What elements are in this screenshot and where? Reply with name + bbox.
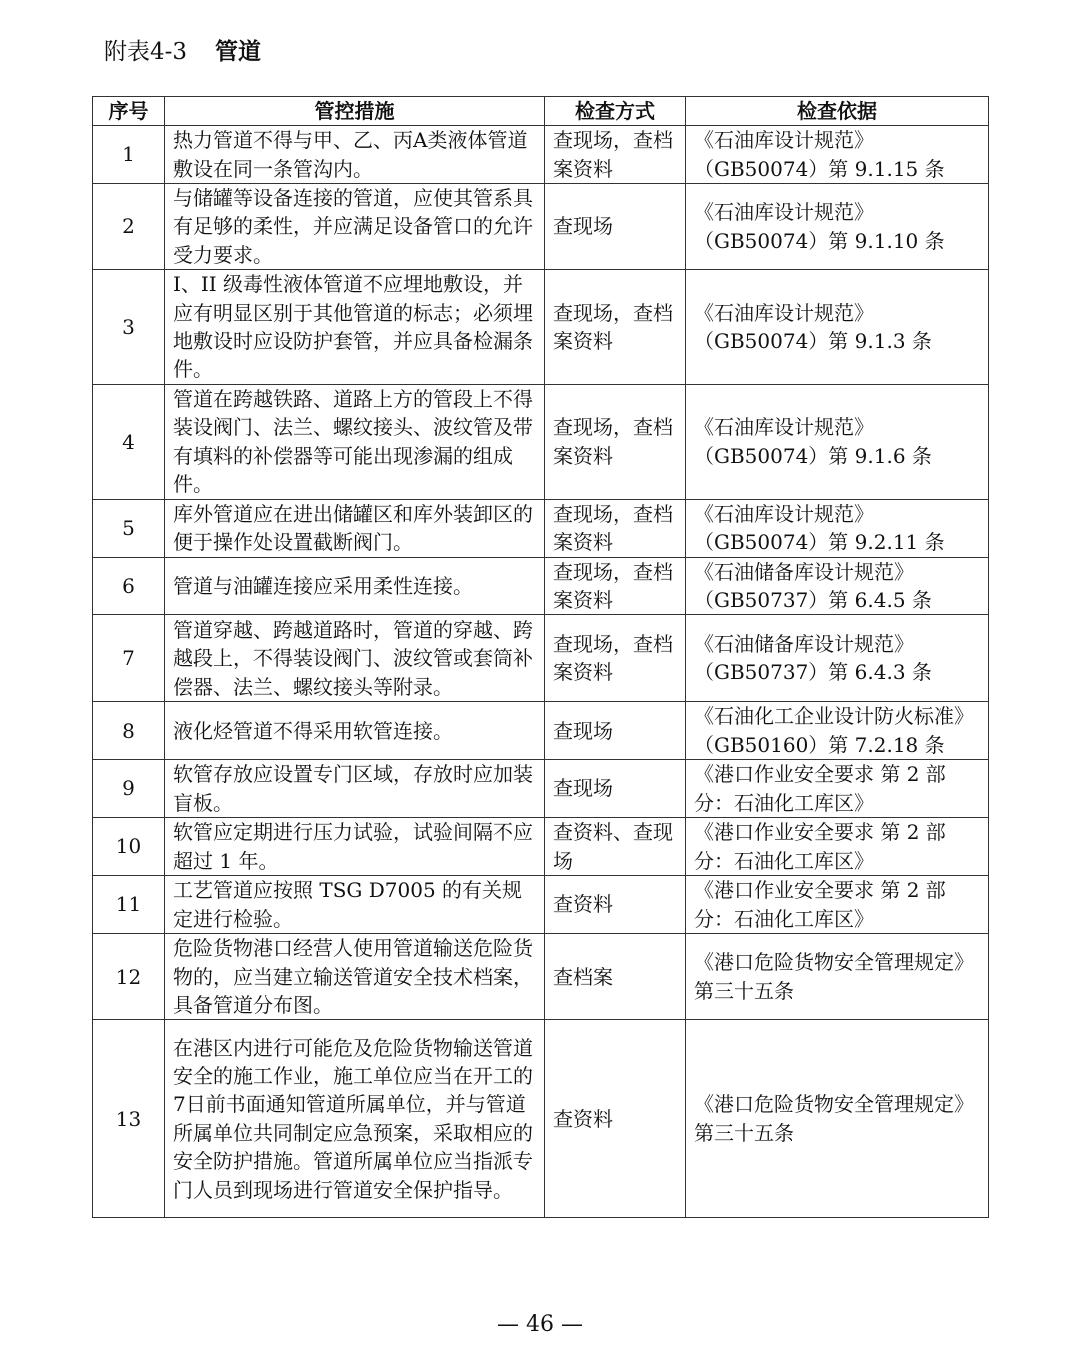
cell-no: 13 <box>93 1020 165 1218</box>
table-row <box>93 1020 989 1218</box>
table-header-row <box>93 97 989 126</box>
table-row <box>93 384 989 499</box>
cell-no: 3 <box>93 270 165 385</box>
cell-no: 2 <box>93 184 165 270</box>
cell-method: 查资料、查现场 <box>545 818 686 876</box>
cell-measure: 危险货物港口经营人使用管道输送危险货物的，应当建立输送管道安全技术档案，具备管道分布图。 <box>165 934 545 1020</box>
cell-measure: 工艺管道应按照 TSG D7005 的有关规定进行检验。 <box>165 876 545 934</box>
cell-measure: 管道穿越、跨越道路时，管道的穿越、跨越段上，不得装设阀门、波纹管或套筒补偿器、法兰、螺纹接头等附录。 <box>165 615 545 702</box>
cell-method: 查现场，查档案资料 <box>545 270 686 385</box>
cell-measure: 软管存放应设置专门区域，存放时应加装盲板。 <box>165 760 545 818</box>
cell-no: 12 <box>93 934 165 1020</box>
cell-method: 查资料 <box>545 876 686 934</box>
page-number: — 46 — <box>497 1312 583 1337</box>
cell-basis: 《港口作业安全要求 第 2 部分：石油化工库区》 <box>686 876 989 934</box>
cell-measure: 管道在跨越铁路、道路上方的管段上不得装设阀门、法兰、螺纹接头、波纹管及带有填料的补偿器等可能出现渗漏的组成件。 <box>165 384 545 499</box>
cell-measure: 在港区内进行可能危及危险货物输送管道安全的施工作业，施工单位应当在开工的7日前书面通知管道所属单位，并与管道所属单位共同制定应急预案，采取相应的安全防护措施。管道所属单位应当指派专门人员到现场进行管道安全保护指导。 <box>165 1020 545 1218</box>
table-row <box>93 126 989 184</box>
title-prefix: 附表4-3 <box>104 39 188 65</box>
cell-no: 4 <box>93 384 165 499</box>
cell-measure: I、II 级毒性液体管道不应埋地敷设，并应有明显区别于其他管道的标志；必须埋地敷设时应设防护套管，并应具备检漏条件。 <box>165 270 545 385</box>
cell-basis: 《港口危险货物安全管理规定》第三十五条 <box>686 1020 989 1218</box>
cell-no: 9 <box>93 760 165 818</box>
cell-basis: 《港口作业安全要求 第 2 部分：石油化工库区》 <box>686 818 989 876</box>
cell-basis: 《石油库设计规范》（GB50074）第 9.1.15 条 <box>686 126 989 184</box>
cell-basis: 《港口作业安全要求 第 2 部分：石油化工库区》 <box>686 760 989 818</box>
cell-basis: 《石油库设计规范》（GB50074）第 9.2.11 条 <box>686 499 989 557</box>
cell-method: 查现场，查档案资料 <box>545 557 686 615</box>
table-row <box>93 876 989 934</box>
table-row <box>93 557 989 615</box>
table-row <box>93 702 989 760</box>
table-row <box>93 760 989 818</box>
cell-method: 查现场 <box>545 702 686 760</box>
title-name: 管道 <box>215 39 262 65</box>
cell-no: 10 <box>93 818 165 876</box>
cell-method: 查档案 <box>545 934 686 1020</box>
cell-measure: 库外管道应在进出储罐区和库外装卸区的便于操作处设置截断阀门。 <box>165 499 545 557</box>
cell-measure: 液化烃管道不得采用软管连接。 <box>165 702 545 760</box>
cell-measure: 软管应定期进行压力试验，试验间隔不应超过 1 年。 <box>165 818 545 876</box>
header-measure: 管控措施 <box>165 97 545 126</box>
cell-basis: 《石油库设计规范》（GB50074）第 9.1.3 条 <box>686 270 989 385</box>
cell-basis: 《石油储备库设计规范》（GB50737）第 6.4.5 条 <box>686 557 989 615</box>
cell-no: 5 <box>93 499 165 557</box>
cell-no: 6 <box>93 557 165 615</box>
cell-measure: 热力管道不得与甲、乙、丙A类液体管道敷设在同一条管沟内。 <box>165 126 545 184</box>
cell-method: 查现场，查档案资料 <box>545 126 686 184</box>
cell-method: 查现场，查档案资料 <box>545 499 686 557</box>
cell-basis: 《石油化工企业设计防火标准》（GB50160）第 7.2.18 条 <box>686 702 989 760</box>
page-title <box>104 36 261 68</box>
cell-method: 查现场 <box>545 184 686 270</box>
header-method: 检查方式 <box>545 97 686 126</box>
cell-no: 1 <box>93 126 165 184</box>
cell-basis: 《港口危险货物安全管理规定》第三十五条 <box>686 934 989 1020</box>
table-row <box>93 270 989 385</box>
header-basis: 检查依据 <box>686 97 989 126</box>
table-row <box>93 499 989 557</box>
table-row <box>93 615 989 702</box>
cell-basis: 《石油库设计规范》（GB50074）第 9.1.6 条 <box>686 384 989 499</box>
cell-no: 8 <box>93 702 165 760</box>
cell-method: 查资料 <box>545 1020 686 1218</box>
table-row <box>93 934 989 1020</box>
table-row <box>93 818 989 876</box>
header-no: 序号 <box>93 97 165 126</box>
cell-measure: 与储罐等设备连接的管道，应使其管系具有足够的柔性，并应满足设备管口的允许受力要求。 <box>165 184 545 270</box>
cell-basis: 《石油储备库设计规范》（GB50737）第 6.4.3 条 <box>686 615 989 702</box>
cell-method: 查现场，查档案资料 <box>545 384 686 499</box>
cell-no: 7 <box>93 615 165 702</box>
cell-method: 查现场 <box>545 760 686 818</box>
cell-method: 查现场，查档案资料 <box>545 615 686 702</box>
cell-measure: 管道与油罐连接应采用柔性连接。 <box>165 557 545 615</box>
table-row <box>93 184 989 270</box>
cell-basis: 《石油库设计规范》（GB50074）第 9.1.10 条 <box>686 184 989 270</box>
cell-no: 11 <box>93 876 165 934</box>
pipeline-check-table <box>92 96 989 1218</box>
